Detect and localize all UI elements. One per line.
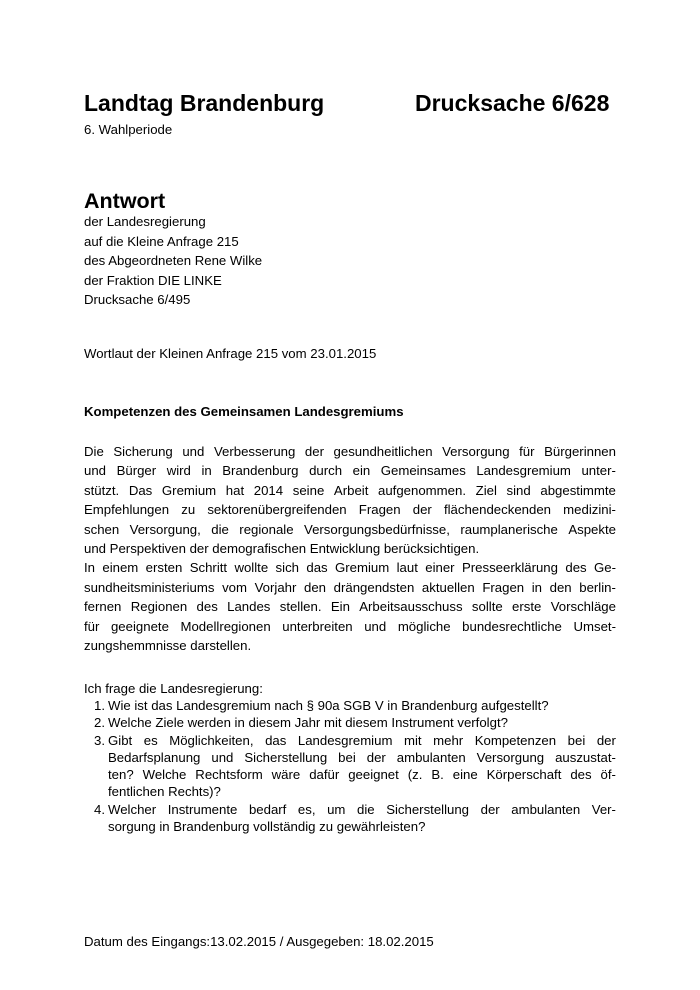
question-number: 2. (94, 715, 105, 731)
text-line: Empfehlungen zu sektorenübergreifenden Fragen der flächendeckenden medizini- (84, 502, 616, 518)
text-line: Wie ist das Landesgremium nach § 90a SGB V in Brandenburg aufgestellt? (108, 698, 549, 713)
answer-heading: Antwort (84, 189, 166, 213)
question-list (84, 697, 616, 835)
receipt-date-footer: Datum des Eingangs:13.02.2015 / Ausgegeben: 18.02.2015 (84, 934, 434, 949)
meta-line: auf die Kleine Anfrage 215 (84, 233, 239, 249)
text-line: Die Sicherung und Verbesserung der gesundheitlichen Versorgung für Bürgerinnen (84, 444, 616, 459)
question-item (84, 732, 616, 801)
text-line: Welcher Instrumente bedarf es, um die Sicherstellung der ambulanten Ver- (108, 801, 616, 817)
question-intro: Ich frage die Landesregierung: (84, 681, 263, 696)
inquiry-subject: Kompetenzen des Gemeinsamen Landesgremiums (84, 404, 404, 419)
body-paragraphs (84, 442, 616, 655)
text-line: ten? Welche Rechtsform wäre dafür geeignet (z. B. eine Körperschaft des öf- (108, 767, 616, 783)
meta-line: Drucksache 6/495 (84, 292, 191, 308)
text-line: sundheitsministeriums vom Vorjahr den drängendsten aktuellen Fragen in den berlin- (84, 579, 616, 595)
text-line: und Perspektiven der demografischen Entwicklung berücksichtigen. (84, 541, 480, 557)
question-item (84, 714, 616, 731)
meta-line: der Fraktion DIE LINKE (84, 272, 222, 288)
text-line: stützt. Das Gremium hat 2014 seine Arbeit aufgenommen. Ziel sind abgestimmte (84, 482, 616, 498)
text-line: schen Versorgung, die regionale Versorgungsbedürfnisse, raumplanerische Aspekte (84, 521, 616, 537)
text-line: Gibt es Möglichkeiten, das Landesgremium mit mehr Kompetenzen bei der (108, 732, 616, 748)
text-line: für geeignete Modellregionen unterbreiten und mögliche bundesrechtliche Umset- (84, 618, 616, 634)
text-line: fernen Regionen des Landes stellen. Ein Arbeitsausschuss sollte erste Vorschläge (84, 599, 616, 615)
question-item (84, 801, 616, 836)
meta-line: der Landesregierung (84, 214, 206, 229)
document-header (84, 88, 616, 118)
question-number: 4. (94, 801, 105, 817)
inquiry-wording-line: Wortlaut der Kleinen Anfrage 215 vom 23.01.2015 (84, 346, 377, 361)
parliament-title: Landtag Brandenburg (84, 90, 325, 116)
drucksache-number: Drucksache 6/628 (415, 90, 610, 116)
answer-meta (84, 212, 262, 310)
text-line: und Bürger wird in Brandenburg durch ein Gemeinsames Landesgremium unter- (84, 463, 616, 479)
text-line: zungshemmnisse darstellen. (84, 638, 252, 654)
text-line: In einem ersten Schritt wollte sich das Gremium laut einer Presseerklärung des Ge- (84, 560, 616, 576)
text-line: sorgung in Brandenburg vollständig zu gewährleisten? (108, 819, 426, 835)
question-number: 1. (94, 698, 105, 713)
question-number: 3. (94, 732, 105, 748)
legislative-period: 6. Wahlperiode (84, 122, 173, 137)
text-line: fentlichen Rechts)? (108, 784, 221, 800)
text-line: Welche Ziele werden in diesem Jahr mit diesem Instrument verfolgt? (108, 715, 508, 731)
meta-line: des Abgeordneten Rene Wilke (84, 253, 263, 269)
text-line: Bedarfsplanung und Sicherstellung bei der ambulanten Versorgung auszustat- (108, 749, 616, 765)
question-item (84, 697, 616, 714)
